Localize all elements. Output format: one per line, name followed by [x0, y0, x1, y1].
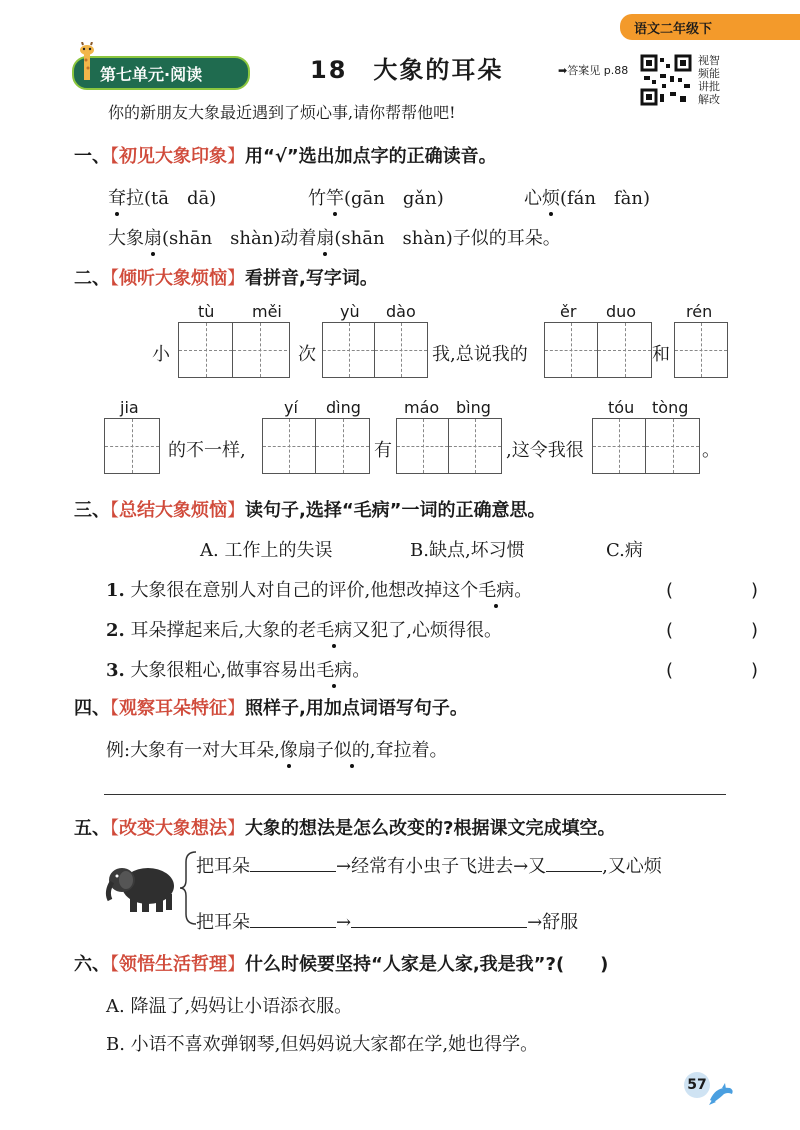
giraffe-icon: [74, 42, 100, 86]
pinyin: tóu: [608, 398, 635, 417]
writing-grid[interactable]: [592, 418, 700, 474]
pinyin: yù: [340, 302, 360, 321]
writing-grid[interactable]: [544, 322, 652, 378]
fill-blank[interactable]: [351, 927, 527, 928]
section-tag: 倾听大象烦恼: [119, 268, 227, 289]
example-sentence: [106, 736, 448, 762]
section-tag: 初见大象印象: [119, 146, 227, 167]
context-text: ,这令我很: [506, 440, 584, 461]
question-1: [106, 576, 532, 602]
option-a: A. 工作上的失误: [200, 540, 333, 561]
pinyin: bìng: [456, 398, 491, 417]
plain-text: 大象: [108, 228, 144, 249]
reading-options[interactable]: 拉(tā dā): [126, 188, 217, 209]
grade-label: 语文二年级下: [634, 22, 713, 37]
dotted-word: 毛病: [316, 656, 352, 682]
question-number: 2.: [106, 620, 125, 641]
section-1-heading: 一、【初见大象印象】用“√”选出加点字的正确读音。: [74, 146, 497, 167]
question-text: 大象很粗心,做事容易出: [130, 660, 317, 681]
fill-blank[interactable]: [250, 927, 336, 928]
choice-a[interactable]: A. 降温了,妈妈让小语添衣服。: [106, 996, 353, 1017]
section-prompt: 读句子,选择“毛病”一词的正确意思。: [245, 500, 546, 521]
section-3-heading: 三、【总结大象烦恼】读句子,选择“毛病”一词的正确意思。: [74, 500, 546, 521]
section-4-heading: 四、【观察耳朵特征】照样子,用加点词语写句子。: [74, 698, 468, 719]
option-c: C.病: [606, 540, 643, 561]
dotted-char: 竿: [326, 184, 344, 210]
section-number: 二、: [74, 268, 110, 289]
example-text: 扇子: [297, 740, 334, 761]
section-number: 五、: [74, 818, 110, 839]
pinyin: jia: [120, 398, 139, 417]
dotted-char: 扇: [316, 224, 334, 250]
pinyin: rén: [686, 302, 713, 321]
plain-char: 竹: [308, 188, 326, 209]
section-number: 一、: [74, 146, 110, 167]
answer-parens[interactable]: ( ): [666, 580, 789, 601]
pinyin: máo: [404, 398, 440, 417]
reading-item-1: [108, 184, 216, 210]
answer-parens[interactable]: ( ): [666, 620, 789, 641]
section-tag: 总结大象烦恼: [119, 500, 227, 521]
section-2-heading: 二、【倾听大象烦恼】看拼音,写字词。: [74, 268, 378, 289]
answer-line[interactable]: [104, 794, 726, 795]
section-tag: 领悟生活哲理: [119, 954, 227, 975]
dotted-char: 耷: [108, 184, 126, 210]
elephant-icon: [100, 856, 180, 916]
context-text: 的不一样,: [168, 440, 246, 461]
flow-text: 把耳朵: [196, 856, 250, 877]
answer-reference: ➡答案见 p.88: [558, 64, 629, 77]
flow-row-2: [196, 908, 578, 934]
unit-label: 第七单元·阅读: [100, 65, 203, 84]
dolphin-icon: [708, 1082, 736, 1106]
context-text: 我,总说我的: [432, 344, 528, 365]
lesson-title: [310, 50, 503, 85]
reading-options[interactable]: (gān gǎn): [344, 188, 444, 209]
question-text: 。: [514, 580, 533, 601]
example-text: ,耷拉着。: [369, 740, 448, 761]
section-number: 三、: [74, 500, 110, 521]
pinyin: dào: [386, 302, 416, 321]
reading-item-3: [524, 184, 650, 210]
question-text: 。: [352, 660, 371, 681]
section-number: 四、: [74, 698, 110, 719]
reading-item-4: [108, 224, 561, 250]
grade-tab: [620, 14, 800, 40]
choice-b[interactable]: B. 小语不喜欢弹钢琴,但妈妈说大家都在学,她也得学。: [106, 1034, 539, 1055]
example-text: 例:大象有一对大耳朵,: [106, 740, 280, 761]
section-prompt: 用“√”选出加点字的正确读音。: [245, 146, 497, 167]
dotted-word: 似的: [334, 736, 370, 762]
section-prompt: 看拼音,写字词。: [245, 268, 378, 289]
section-tag: 改变大象想法: [119, 818, 227, 839]
pinyin: dìng: [326, 398, 361, 417]
section-prompt: 大象的想法是怎么改变的?根据课文完成填空。: [245, 818, 616, 839]
qr-code-icon[interactable]: [640, 54, 692, 106]
writing-grid[interactable]: [178, 322, 290, 378]
flow-text: 把耳朵: [196, 912, 250, 933]
lesson-number: 18: [310, 56, 348, 84]
flow-row-1: [196, 852, 662, 878]
dotted-char: 扇: [144, 224, 162, 250]
question-number: 1.: [106, 580, 125, 601]
option-b: B.缺点,坏习惯: [410, 540, 525, 561]
fill-blank[interactable]: [250, 871, 336, 872]
answer-parens[interactable]: ( ): [666, 660, 789, 681]
dotted-word: 毛病: [478, 576, 514, 602]
writing-grid[interactable]: [322, 322, 428, 378]
writing-grid[interactable]: [262, 418, 370, 474]
section-prompt: 什么时候要坚持“人家是人家,我是我”?( ): [245, 954, 609, 975]
fill-blank[interactable]: [546, 871, 602, 872]
pinyin: ěr: [560, 302, 577, 321]
writing-grid[interactable]: [674, 322, 728, 378]
reading-item-2: [308, 184, 444, 210]
section-tag: 观察耳朵特征: [119, 698, 227, 719]
section-prompt: 照样子,用加点词语写句子。: [245, 698, 468, 719]
question-3: [106, 656, 370, 682]
context-text: 和: [652, 344, 670, 365]
writing-grid[interactable]: [396, 418, 502, 474]
flow-text: →舒服: [527, 912, 579, 933]
dotted-word: 毛病: [316, 616, 352, 642]
pinyin: tòng: [652, 398, 689, 417]
pinyin: yí: [284, 398, 298, 417]
reading-options[interactable]: (shān shàn)子似的耳朵。: [334, 228, 561, 249]
context-text: 。: [702, 440, 720, 461]
question-text: 大象很在意别人对自己的评价,他想改掉这个: [130, 580, 479, 601]
intro-text: 你的新朋友大象最近遇到了烦心事,请你帮帮他吧!: [108, 103, 456, 122]
writing-grid[interactable]: [104, 418, 160, 474]
flow-text: ,又心烦: [602, 856, 662, 877]
question-text: 又犯了,心烦得很。: [352, 620, 502, 641]
pinyin: duo: [606, 302, 637, 321]
question-number: 3.: [106, 660, 125, 681]
context-text: 有: [374, 440, 392, 461]
section-6-heading: 六、【领悟生活哲理】什么时候要坚持“人家是人家,我是我”?( ): [74, 954, 609, 975]
lesson-name: 大象的耳朵: [373, 56, 504, 84]
reading-options[interactable]: (shān shàn)动着: [162, 228, 317, 249]
question-2: [106, 616, 502, 642]
flow-text: →经常有小虫子飞进去→又: [336, 856, 547, 877]
flow-text: →: [336, 912, 352, 933]
question-text: 耳朵撑起来后,大象的老: [130, 620, 317, 641]
pinyin: měi: [252, 302, 282, 321]
dotted-char: 烦: [542, 184, 560, 210]
context-text: 次: [298, 344, 316, 365]
reading-options[interactable]: (fán fàn): [560, 188, 651, 209]
page-number: 57: [684, 1072, 710, 1098]
context-text: 小: [152, 344, 170, 365]
plain-char: 心: [524, 188, 542, 209]
section-number: 六、: [74, 954, 110, 975]
pinyin: tù: [198, 302, 215, 321]
qr-caption: 视智频能讲批解改: [698, 54, 720, 106]
section-5-heading: 五、【改变大象想法】大象的想法是怎么改变的?根据课文完成填空。: [74, 818, 616, 839]
dotted-word: 像: [280, 736, 298, 762]
